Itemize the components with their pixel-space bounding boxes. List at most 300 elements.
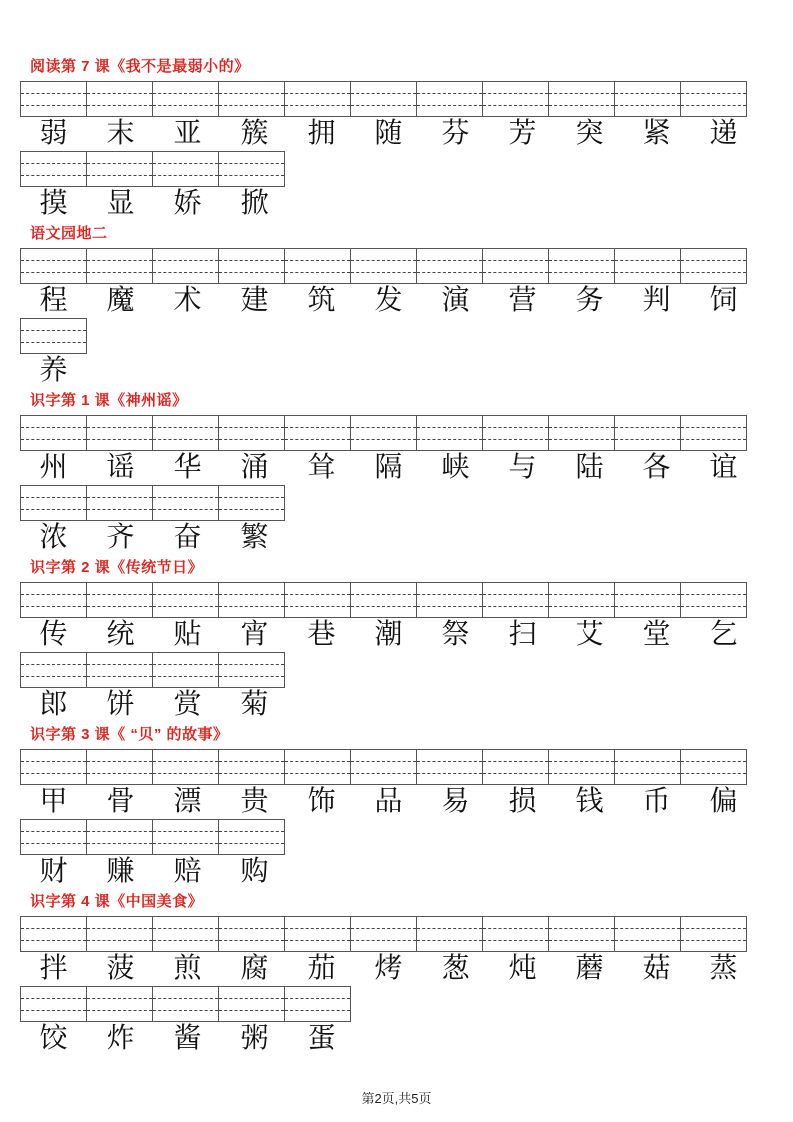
dashed-guideline — [615, 606, 680, 607]
hanzi-character: 祭 — [441, 619, 470, 650]
pinyin-grid-row — [20, 81, 793, 117]
dashed-guideline — [681, 427, 746, 428]
pinyin-writing-cell — [548, 81, 615, 117]
pinyin-writing-cell — [152, 151, 219, 187]
dashed-guideline — [153, 497, 218, 498]
pinyin-grid-row — [20, 415, 793, 451]
dashed-guideline — [549, 272, 614, 273]
pinyin-writing-cell — [614, 582, 681, 618]
dashed-guideline — [87, 773, 152, 774]
dashed-guideline — [549, 260, 614, 261]
dashed-guideline — [285, 606, 350, 607]
dashed-guideline — [615, 594, 680, 595]
pinyin-writing-cell — [284, 248, 351, 284]
pinyin-grid-row — [20, 916, 793, 952]
pinyin-writing-cell — [614, 916, 681, 952]
hanzi-character: 品 — [374, 786, 403, 817]
pinyin-writing-cell — [218, 652, 285, 688]
pinyin-writing-cell — [20, 582, 87, 618]
pinyin-writing-cell — [86, 652, 153, 688]
dashed-guideline — [21, 260, 86, 261]
dashed-guideline — [549, 940, 614, 941]
dashed-guideline — [153, 664, 218, 665]
dashed-guideline — [219, 1010, 284, 1011]
dashed-guideline — [681, 761, 746, 762]
dashed-guideline — [153, 427, 218, 428]
page-footer: 第2页,共5页 — [361, 1091, 432, 1106]
hanzi-row — [20, 451, 793, 485]
pinyin-writing-cell — [350, 916, 417, 952]
hanzi-character: 突 — [575, 118, 604, 149]
pinyin-writing-cell — [86, 151, 153, 187]
hanzi-character: 饺 — [39, 1023, 68, 1054]
dashed-guideline — [219, 606, 284, 607]
dashed-guideline — [21, 439, 86, 440]
hanzi-character: 蒸 — [709, 953, 738, 984]
dashed-guideline — [417, 773, 482, 774]
hanzi-character: 蘑 — [575, 953, 604, 984]
pinyin-writing-cell — [350, 81, 417, 117]
pinyin-writing-cell — [416, 248, 483, 284]
pinyin-writing-cell — [350, 582, 417, 618]
hanzi-character: 谊 — [709, 452, 738, 483]
pinyin-writing-cell — [86, 248, 153, 284]
hanzi-character: 递 — [709, 118, 738, 149]
pinyin-writing-cell — [218, 485, 285, 521]
pinyin-writing-cell — [86, 916, 153, 952]
dashed-guideline — [219, 843, 284, 844]
hanzi-character: 筑 — [307, 285, 336, 316]
pinyin-writing-cell — [218, 916, 285, 952]
hanzi-character: 宵 — [240, 619, 269, 650]
pinyin-writing-cell — [218, 582, 285, 618]
dashed-guideline — [285, 594, 350, 595]
hanzi-character: 郎 — [39, 689, 68, 720]
dashed-guideline — [483, 93, 548, 94]
dashed-guideline — [87, 175, 152, 176]
dashed-guideline — [417, 439, 482, 440]
pinyin-writing-cell — [284, 916, 351, 952]
hanzi-character: 扫 — [508, 619, 537, 650]
pinyin-grid-row — [20, 582, 793, 618]
dashed-guideline — [549, 427, 614, 428]
hanzi-character: 浓 — [39, 522, 68, 553]
dashed-guideline — [153, 105, 218, 106]
hanzi-character: 菇 — [642, 953, 671, 984]
pinyin-writing-cell — [20, 415, 87, 451]
dashed-guideline — [219, 105, 284, 106]
section — [20, 58, 793, 221]
dashed-guideline — [417, 272, 482, 273]
sections-container — [0, 58, 793, 1056]
pinyin-writing-cell — [482, 248, 549, 284]
dashed-guideline — [285, 998, 350, 999]
hanzi-character: 程 — [39, 285, 68, 316]
dashed-guideline — [615, 940, 680, 941]
dashed-guideline — [681, 940, 746, 941]
pinyin-writing-cell — [152, 986, 219, 1022]
dashed-guideline — [351, 928, 416, 929]
hanzi-character: 甲 — [39, 786, 68, 817]
dashed-guideline — [615, 260, 680, 261]
hanzi-character: 拌 — [39, 953, 68, 984]
dashed-guideline — [21, 843, 86, 844]
hanzi-character: 末 — [106, 118, 135, 149]
pinyin-writing-cell — [86, 749, 153, 785]
dashed-guideline — [417, 940, 482, 941]
dashed-guideline — [21, 1010, 86, 1011]
dashed-guideline — [153, 761, 218, 762]
hanzi-character: 财 — [39, 856, 68, 887]
dashed-guideline — [681, 594, 746, 595]
hanzi-character: 摸 — [39, 188, 68, 219]
dashed-guideline — [549, 761, 614, 762]
dashed-guideline — [351, 761, 416, 762]
section-title: 识字第 2 课《传统节日》 — [30, 559, 204, 576]
dashed-guideline — [21, 928, 86, 929]
pinyin-writing-cell — [350, 248, 417, 284]
hanzi-character: 紧 — [642, 118, 671, 149]
dashed-guideline — [285, 272, 350, 273]
hanzi-character: 传 — [39, 619, 68, 650]
pinyin-writing-cell — [20, 151, 87, 187]
dashed-guideline — [549, 606, 614, 607]
dashed-guideline — [87, 439, 152, 440]
dashed-guideline — [417, 427, 482, 428]
dashed-guideline — [549, 439, 614, 440]
dashed-guideline — [483, 260, 548, 261]
dashed-guideline — [153, 439, 218, 440]
pinyin-writing-cell — [614, 81, 681, 117]
dashed-guideline — [153, 606, 218, 607]
dashed-guideline — [21, 509, 86, 510]
hanzi-character: 巷 — [307, 619, 336, 650]
dashed-guideline — [483, 594, 548, 595]
hanzi-character: 涌 — [240, 452, 269, 483]
pinyin-grid-row — [20, 986, 793, 1022]
dashed-guideline — [87, 676, 152, 677]
hanzi-character: 陆 — [575, 452, 604, 483]
dashed-guideline — [285, 773, 350, 774]
pinyin-writing-cell — [548, 749, 615, 785]
dashed-guideline — [21, 427, 86, 428]
dashed-guideline — [21, 342, 86, 343]
hanzi-character: 术 — [173, 285, 202, 316]
dashed-guideline — [219, 93, 284, 94]
dashed-guideline — [351, 427, 416, 428]
section-title: 阅读第 7 课《我不是最弱小的》 — [30, 58, 250, 75]
dashed-guideline — [549, 773, 614, 774]
hanzi-row — [20, 521, 793, 555]
pinyin-writing-cell — [416, 415, 483, 451]
pinyin-grid-row — [20, 485, 793, 521]
dashed-guideline — [219, 676, 284, 677]
hanzi-character: 与 — [508, 452, 537, 483]
section-title: 语文园地二 — [30, 225, 108, 242]
hanzi-character: 建 — [240, 285, 269, 316]
pinyin-grid-row — [20, 318, 793, 354]
dashed-guideline — [351, 260, 416, 261]
dashed-guideline — [87, 427, 152, 428]
hanzi-row — [20, 688, 793, 722]
hanzi-character: 弱 — [39, 118, 68, 149]
dashed-guideline — [549, 93, 614, 94]
pinyin-writing-cell — [218, 151, 285, 187]
pinyin-writing-cell — [284, 986, 351, 1022]
dashed-guideline — [549, 928, 614, 929]
dashed-guideline — [417, 93, 482, 94]
dashed-guideline — [681, 272, 746, 273]
section — [20, 225, 793, 388]
dashed-guideline — [87, 163, 152, 164]
pinyin-writing-cell — [614, 415, 681, 451]
dashed-guideline — [21, 998, 86, 999]
hanzi-row — [20, 618, 793, 652]
dashed-guideline — [153, 998, 218, 999]
pinyin-writing-cell — [86, 986, 153, 1022]
dashed-guideline — [21, 272, 86, 273]
pinyin-writing-cell — [20, 916, 87, 952]
pinyin-writing-cell — [20, 749, 87, 785]
pinyin-writing-cell — [20, 248, 87, 284]
dashed-guideline — [219, 427, 284, 428]
hanzi-character: 州 — [39, 452, 68, 483]
pinyin-writing-cell — [86, 415, 153, 451]
dashed-guideline — [219, 272, 284, 273]
dashed-guideline — [351, 272, 416, 273]
dashed-guideline — [153, 843, 218, 844]
dashed-guideline — [681, 928, 746, 929]
pinyin-writing-cell — [614, 248, 681, 284]
dashed-guideline — [219, 940, 284, 941]
pinyin-writing-cell — [86, 485, 153, 521]
dashed-guideline — [21, 940, 86, 941]
dashed-guideline — [351, 940, 416, 941]
pinyin-writing-cell — [152, 582, 219, 618]
pinyin-writing-cell — [20, 819, 87, 855]
dashed-guideline — [615, 93, 680, 94]
dashed-guideline — [87, 272, 152, 273]
hanzi-character: 统 — [106, 619, 135, 650]
pinyin-writing-cell — [86, 81, 153, 117]
dashed-guideline — [153, 928, 218, 929]
pinyin-writing-cell — [86, 582, 153, 618]
hanzi-character: 随 — [374, 118, 403, 149]
pinyin-grid-row — [20, 749, 793, 785]
section — [20, 893, 793, 1056]
dashed-guideline — [285, 105, 350, 106]
hanzi-row — [20, 855, 793, 889]
hanzi-character: 齐 — [106, 522, 135, 553]
hanzi-character: 芬 — [441, 118, 470, 149]
pinyin-writing-cell — [218, 986, 285, 1022]
hanzi-character: 损 — [508, 786, 537, 817]
dashed-guideline — [219, 497, 284, 498]
dashed-guideline — [417, 606, 482, 607]
dashed-guideline — [483, 606, 548, 607]
hanzi-character: 发 — [374, 285, 403, 316]
dashed-guideline — [153, 260, 218, 261]
hanzi-character: 判 — [642, 285, 671, 316]
hanzi-character: 养 — [39, 355, 68, 386]
dashed-guideline — [219, 260, 284, 261]
dashed-guideline — [615, 105, 680, 106]
pinyin-writing-cell — [152, 485, 219, 521]
dashed-guideline — [219, 594, 284, 595]
pinyin-writing-cell — [284, 81, 351, 117]
pinyin-writing-cell — [680, 415, 747, 451]
hanzi-character: 腐 — [240, 953, 269, 984]
dashed-guideline — [483, 761, 548, 762]
dashed-guideline — [681, 105, 746, 106]
dashed-guideline — [219, 509, 284, 510]
dashed-guideline — [21, 175, 86, 176]
dashed-guideline — [615, 928, 680, 929]
pinyin-writing-cell — [20, 652, 87, 688]
dashed-guideline — [351, 773, 416, 774]
hanzi-character: 菊 — [240, 689, 269, 720]
dashed-guideline — [153, 773, 218, 774]
dashed-guideline — [153, 93, 218, 94]
hanzi-character: 各 — [642, 452, 671, 483]
hanzi-character: 酱 — [173, 1023, 202, 1054]
dashed-guideline — [417, 594, 482, 595]
dashed-guideline — [483, 928, 548, 929]
pinyin-writing-cell — [416, 749, 483, 785]
dashed-guideline — [549, 594, 614, 595]
hanzi-character: 钱 — [575, 786, 604, 817]
dashed-guideline — [153, 272, 218, 273]
pinyin-writing-cell — [20, 318, 87, 354]
dashed-guideline — [549, 105, 614, 106]
dashed-guideline — [351, 105, 416, 106]
hanzi-character: 魔 — [106, 285, 135, 316]
pinyin-writing-cell — [548, 916, 615, 952]
pinyin-writing-cell — [680, 582, 747, 618]
dashed-guideline — [87, 509, 152, 510]
hanzi-character: 葱 — [441, 953, 470, 984]
hanzi-character: 偏 — [709, 786, 738, 817]
pinyin-writing-cell — [284, 582, 351, 618]
hanzi-row — [20, 785, 793, 819]
dashed-guideline — [219, 928, 284, 929]
hanzi-character: 繁 — [240, 522, 269, 553]
section — [20, 559, 793, 722]
dashed-guideline — [153, 594, 218, 595]
dashed-guideline — [483, 773, 548, 774]
dashed-guideline — [87, 105, 152, 106]
dashed-guideline — [153, 831, 218, 832]
pinyin-writing-cell — [482, 415, 549, 451]
hanzi-character: 娇 — [173, 188, 202, 219]
dashed-guideline — [153, 940, 218, 941]
hanzi-character: 华 — [173, 452, 202, 483]
pinyin-writing-cell — [152, 248, 219, 284]
dashed-guideline — [153, 1010, 218, 1011]
dashed-guideline — [87, 594, 152, 595]
hanzi-character: 艾 — [575, 619, 604, 650]
pinyin-writing-cell — [482, 582, 549, 618]
pinyin-writing-cell — [218, 749, 285, 785]
hanzi-character: 饰 — [307, 786, 336, 817]
pinyin-grid-row — [20, 151, 793, 187]
dashed-guideline — [21, 330, 86, 331]
dashed-guideline — [417, 928, 482, 929]
dashed-guideline — [681, 606, 746, 607]
hanzi-character: 堂 — [642, 619, 671, 650]
hanzi-character: 骨 — [106, 786, 135, 817]
dashed-guideline — [21, 93, 86, 94]
pinyin-writing-cell — [284, 749, 351, 785]
hanzi-character: 亚 — [173, 118, 202, 149]
hanzi-character: 掀 — [240, 188, 269, 219]
dashed-guideline — [153, 163, 218, 164]
dashed-guideline — [87, 497, 152, 498]
pinyin-writing-cell — [680, 81, 747, 117]
section-title: 识字第 1 课《神州谣》 — [30, 392, 188, 409]
pinyin-writing-cell — [350, 749, 417, 785]
dashed-guideline — [21, 761, 86, 762]
dashed-guideline — [483, 439, 548, 440]
hanzi-row — [20, 1022, 793, 1056]
pinyin-writing-cell — [548, 582, 615, 618]
dashed-guideline — [87, 1010, 152, 1011]
dashed-guideline — [21, 594, 86, 595]
dashed-guideline — [21, 831, 86, 832]
dashed-guideline — [87, 831, 152, 832]
hanzi-row — [20, 354, 793, 388]
dashed-guideline — [417, 761, 482, 762]
pinyin-writing-cell — [548, 248, 615, 284]
dashed-guideline — [21, 773, 86, 774]
dashed-guideline — [219, 163, 284, 164]
dashed-guideline — [21, 105, 86, 106]
dashed-guideline — [681, 773, 746, 774]
hanzi-row — [20, 952, 793, 986]
pinyin-writing-cell — [482, 81, 549, 117]
pinyin-writing-cell — [20, 485, 87, 521]
hanzi-character: 乞 — [709, 619, 738, 650]
hanzi-character: 贵 — [240, 786, 269, 817]
dashed-guideline — [87, 843, 152, 844]
dashed-guideline — [21, 497, 86, 498]
dashed-guideline — [285, 1010, 350, 1011]
hanzi-character: 簇 — [240, 118, 269, 149]
pinyin-writing-cell — [680, 248, 747, 284]
pinyin-writing-cell — [416, 916, 483, 952]
dashed-guideline — [21, 676, 86, 677]
pinyin-writing-cell — [416, 582, 483, 618]
pinyin-writing-cell — [218, 415, 285, 451]
pinyin-writing-cell — [152, 415, 219, 451]
dashed-guideline — [483, 940, 548, 941]
hanzi-character: 饲 — [709, 285, 738, 316]
pinyin-writing-cell — [482, 749, 549, 785]
dashed-guideline — [219, 761, 284, 762]
dashed-guideline — [153, 175, 218, 176]
dashed-guideline — [87, 260, 152, 261]
dashed-guideline — [681, 93, 746, 94]
hanzi-character: 赚 — [106, 856, 135, 887]
dashed-guideline — [681, 439, 746, 440]
dashed-guideline — [351, 439, 416, 440]
dashed-guideline — [483, 272, 548, 273]
pinyin-writing-cell — [482, 916, 549, 952]
dashed-guideline — [351, 594, 416, 595]
hanzi-character: 赏 — [173, 689, 202, 720]
pinyin-writing-cell — [20, 81, 87, 117]
dashed-guideline — [219, 773, 284, 774]
